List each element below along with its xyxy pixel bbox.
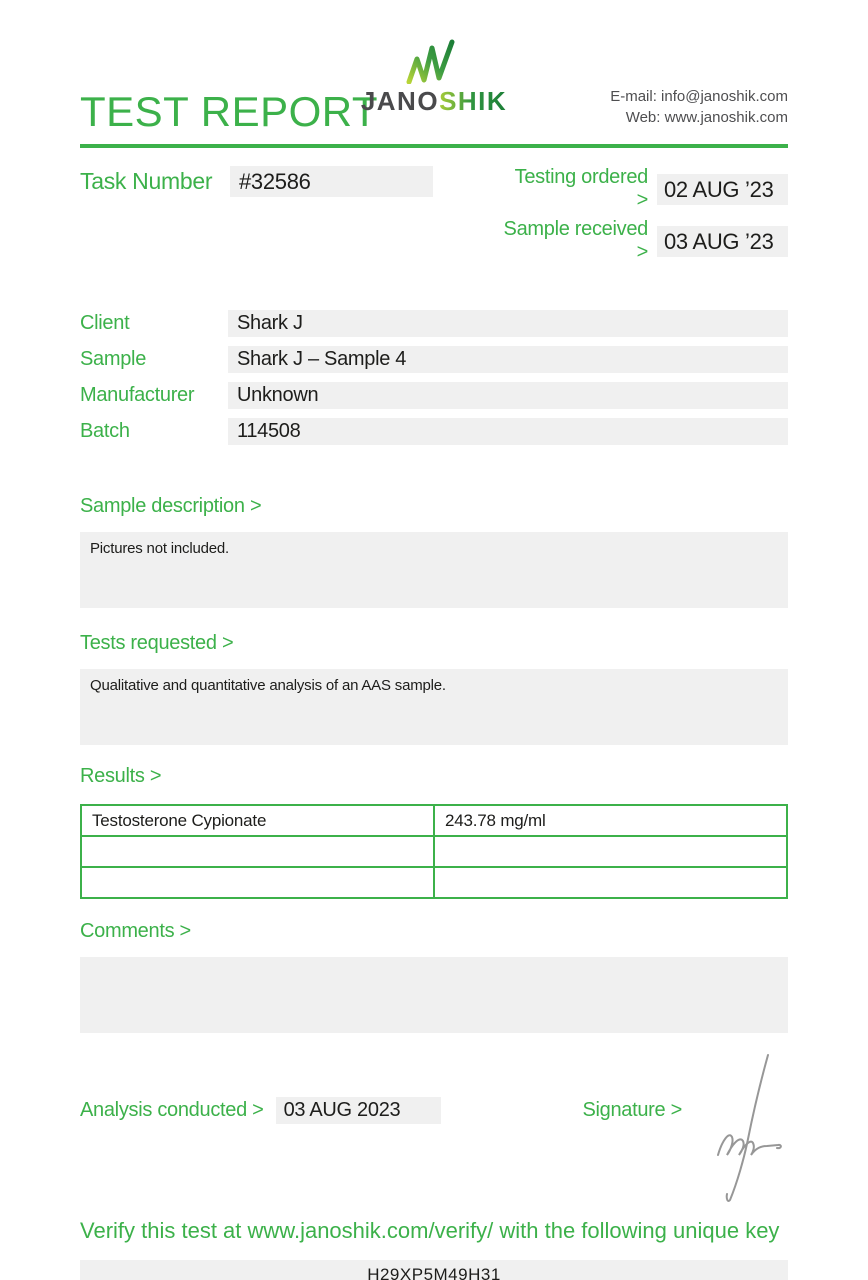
brand-shik: SHIK [439, 86, 508, 116]
sample-description-heading: Sample description > [80, 495, 262, 517]
signature-group [582, 1095, 788, 1126]
sample-label: Sample [80, 348, 147, 370]
testing-ordered-value: 02 AUG ’23 [657, 174, 788, 205]
results-table [80, 804, 788, 899]
analysis-conducted-label: Analysis conducted > [80, 1099, 264, 1121]
table-row [81, 836, 787, 867]
sample-received-value: 03 AUG ’23 [657, 226, 788, 257]
result-amount [434, 836, 787, 867]
result-compound [81, 836, 434, 867]
signature-image [706, 1095, 788, 1126]
task-number-value: #32586 [230, 166, 433, 197]
sample-received-label: Sample received > [503, 218, 648, 263]
sample-row [80, 346, 788, 373]
result-amount: 243.78 mg/ml [434, 805, 787, 836]
result-compound: Testosterone Cypionate [81, 805, 434, 836]
dates-column [499, 166, 788, 264]
comments-heading: Comments > [80, 920, 191, 942]
testing-ordered-row [499, 166, 788, 212]
analysis-signature-row [80, 1095, 788, 1126]
task-number-row [80, 166, 433, 197]
batch-value: 114508 [228, 418, 788, 445]
client-label: Client [80, 312, 130, 334]
header-divider [80, 144, 788, 148]
tests-requested-box: Qualitative and quantitative analysis of an AAS sample. [80, 669, 788, 745]
batch-row [80, 418, 788, 445]
signature-label: Signature > [582, 1099, 682, 1121]
janoshik-logo [349, 38, 519, 117]
verify-instructions: Verify this test at www.janoshik.com/verify/ with the following unique key [80, 1218, 780, 1243]
table-row [81, 867, 787, 898]
sample-description-box: Pictures not included. [80, 532, 788, 608]
verify-key: H29XP5M49H31 [80, 1260, 788, 1280]
testing-ordered-label: Testing ordered > [514, 166, 648, 211]
results-heading: Results > [80, 765, 162, 787]
growth-chart-icon [403, 38, 465, 84]
result-compound [81, 867, 434, 898]
manufacturer-label: Manufacturer [80, 384, 195, 406]
task-number-label: Task Number [80, 168, 213, 194]
contact-email: E-mail: info@janoshik.com [610, 88, 788, 105]
client-row [80, 310, 788, 337]
sample-value: Shark J – Sample 4 [228, 346, 788, 373]
tests-requested-heading: Tests requested > [80, 632, 234, 654]
task-section [80, 166, 788, 264]
client-value: Shark J [228, 310, 788, 337]
result-amount [434, 867, 787, 898]
comments-box [80, 957, 788, 1033]
brand-wordmark [349, 86, 519, 117]
brand-jano: JANO [360, 86, 440, 116]
report-header [80, 40, 788, 144]
manufacturer-value: Unknown [228, 382, 788, 409]
contact-web: Web: www.janoshik.com [625, 109, 788, 126]
table-row [81, 805, 787, 836]
manufacturer-row [80, 382, 788, 409]
batch-label: Batch [80, 420, 130, 442]
sample-info-section [80, 310, 788, 445]
analysis-conducted-value: 03 AUG 2023 [276, 1097, 441, 1124]
sample-received-row [499, 218, 788, 264]
page-title: TEST REPORT [80, 88, 379, 135]
contact-block [610, 86, 788, 128]
